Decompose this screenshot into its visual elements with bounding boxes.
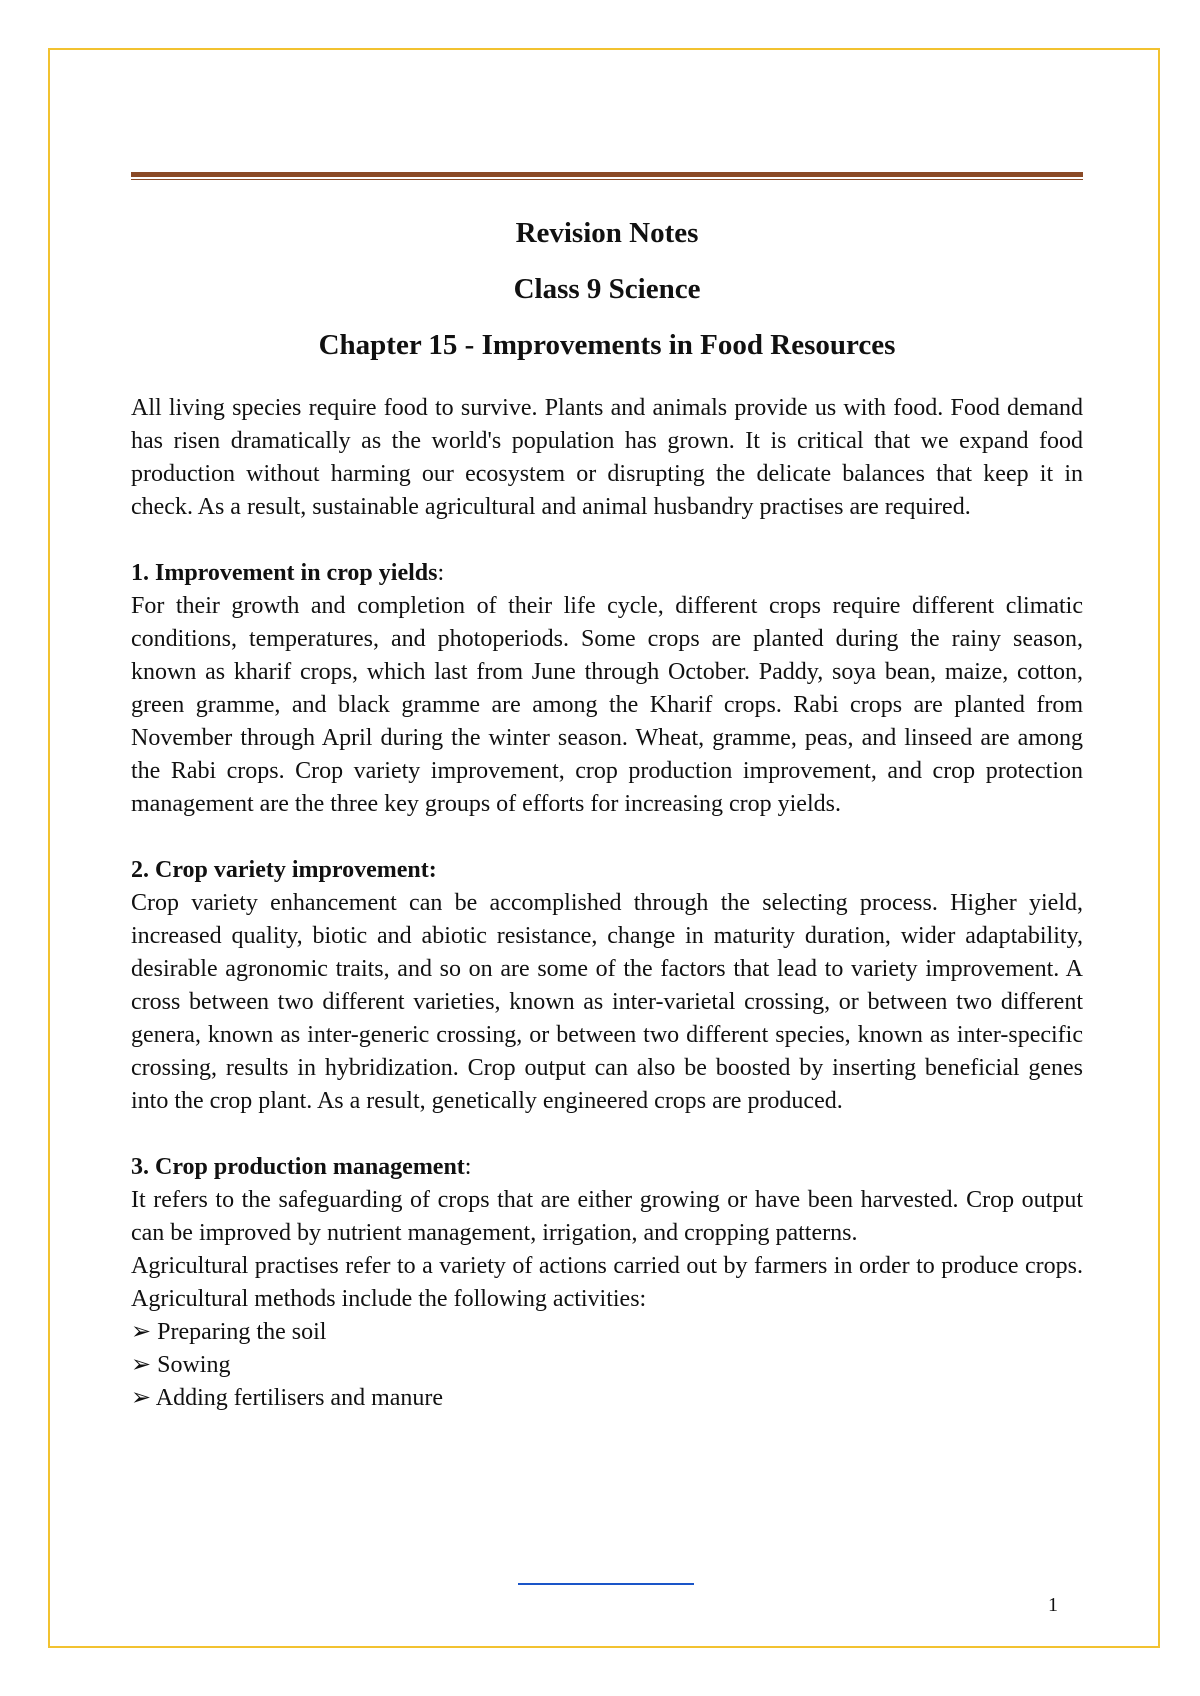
section-heading-production [131,1151,1083,1184]
section-heading-text: 2. Crop variety improvement: [131,857,437,883]
header-rule-thick [131,172,1083,177]
arrow-bullet-icon: ➢ [131,1385,152,1411]
intro-paragraph: All living species require food to survive. Plants and animals provide us with food. Food demand has risen dramatically as the world's population has grown. It is critical that we expand food production without harming our ecosystem or disrupting the delicate balances that keep it in check. As a result, sustainable agricultural and animal husbandry practises are required. [131,395,1083,520]
section-heading-suffix: : [437,560,445,586]
arrow-bullet-icon: ➢ [131,1319,152,1345]
list-item-text: Adding fertilisers and manure [155,1385,444,1411]
section-heading-variety [131,854,1083,887]
list-item-text: Preparing the soil [157,1319,327,1345]
footer-link[interactable] [518,1583,694,1585]
section-body-production-2: Agricultural practises refer to a variety of actions carried out by farmers in order to produce crops. Agricultural methods include the following activities: [131,1253,1083,1312]
arrow-bullet-icon: ➢ [131,1352,152,1378]
list-item-text: Sowing [157,1352,231,1378]
section-heading-suffix: : [464,1154,472,1180]
page-number: 1 [1048,1594,1058,1616]
section-heading-crop-yields [131,557,1083,590]
list-item [131,1382,1083,1415]
header-rule-thin [131,179,1083,180]
section-heading-text: 1. Improvement in crop yields [131,560,438,586]
section-body-variety: Crop variety enhancement can be accomplished through the selecting process. Higher yield, increased quality, biotic and abiotic resistance, change in maturity duration, wider adaptability, desirable agronomic traits, and so on are some of the factors that lead to variety improvement. A cross between two different varieties, known as inter-varietal crossing, or between two different genera, known as inter-generic crossing, or between two different species, known as inter-specific crossing, results in hybridization. Crop output can also be boosted by inserting beneficial genes into the crop plant. As a result, genetically engineered crops are produced. [131,890,1083,1114]
chapter-title: Chapter 15 - Improvements in Food Resources [318,329,896,361]
section-body-production: It refers to the safeguarding of crops that are either growing or have been harvested. Crop output can be improved by nutrient management, irrigation, and cropping patterns. [131,1187,1083,1246]
document-title: Revision Notes [515,217,699,249]
title-block [131,205,1083,373]
section-body-crop-yields: For their growth and completion of their life cycle, different crops require different climatic conditions, temperatures, and photoperiods. Some crops are planted during the rainy season, known as kharif crops, which last from June through October. Paddy, soya bean, maize, cotton, green gramme, and black gramme are among the Kharif crops. Rabi crops are planted from November through April during the winter season. Wheat, gramme, peas, and linseed are among the Rabi crops. Crop variety improvement, crop production improvement, and crop protection management are the three key groups of efforts for increasing crop yields. [131,593,1083,817]
list-item [131,1349,1083,1382]
main-content [131,392,1083,1415]
list-item [131,1316,1083,1349]
document-subtitle: Class 9 Science [513,273,701,305]
section-heading-text: 3. Crop production management [131,1154,465,1180]
header-rule [131,172,1083,180]
